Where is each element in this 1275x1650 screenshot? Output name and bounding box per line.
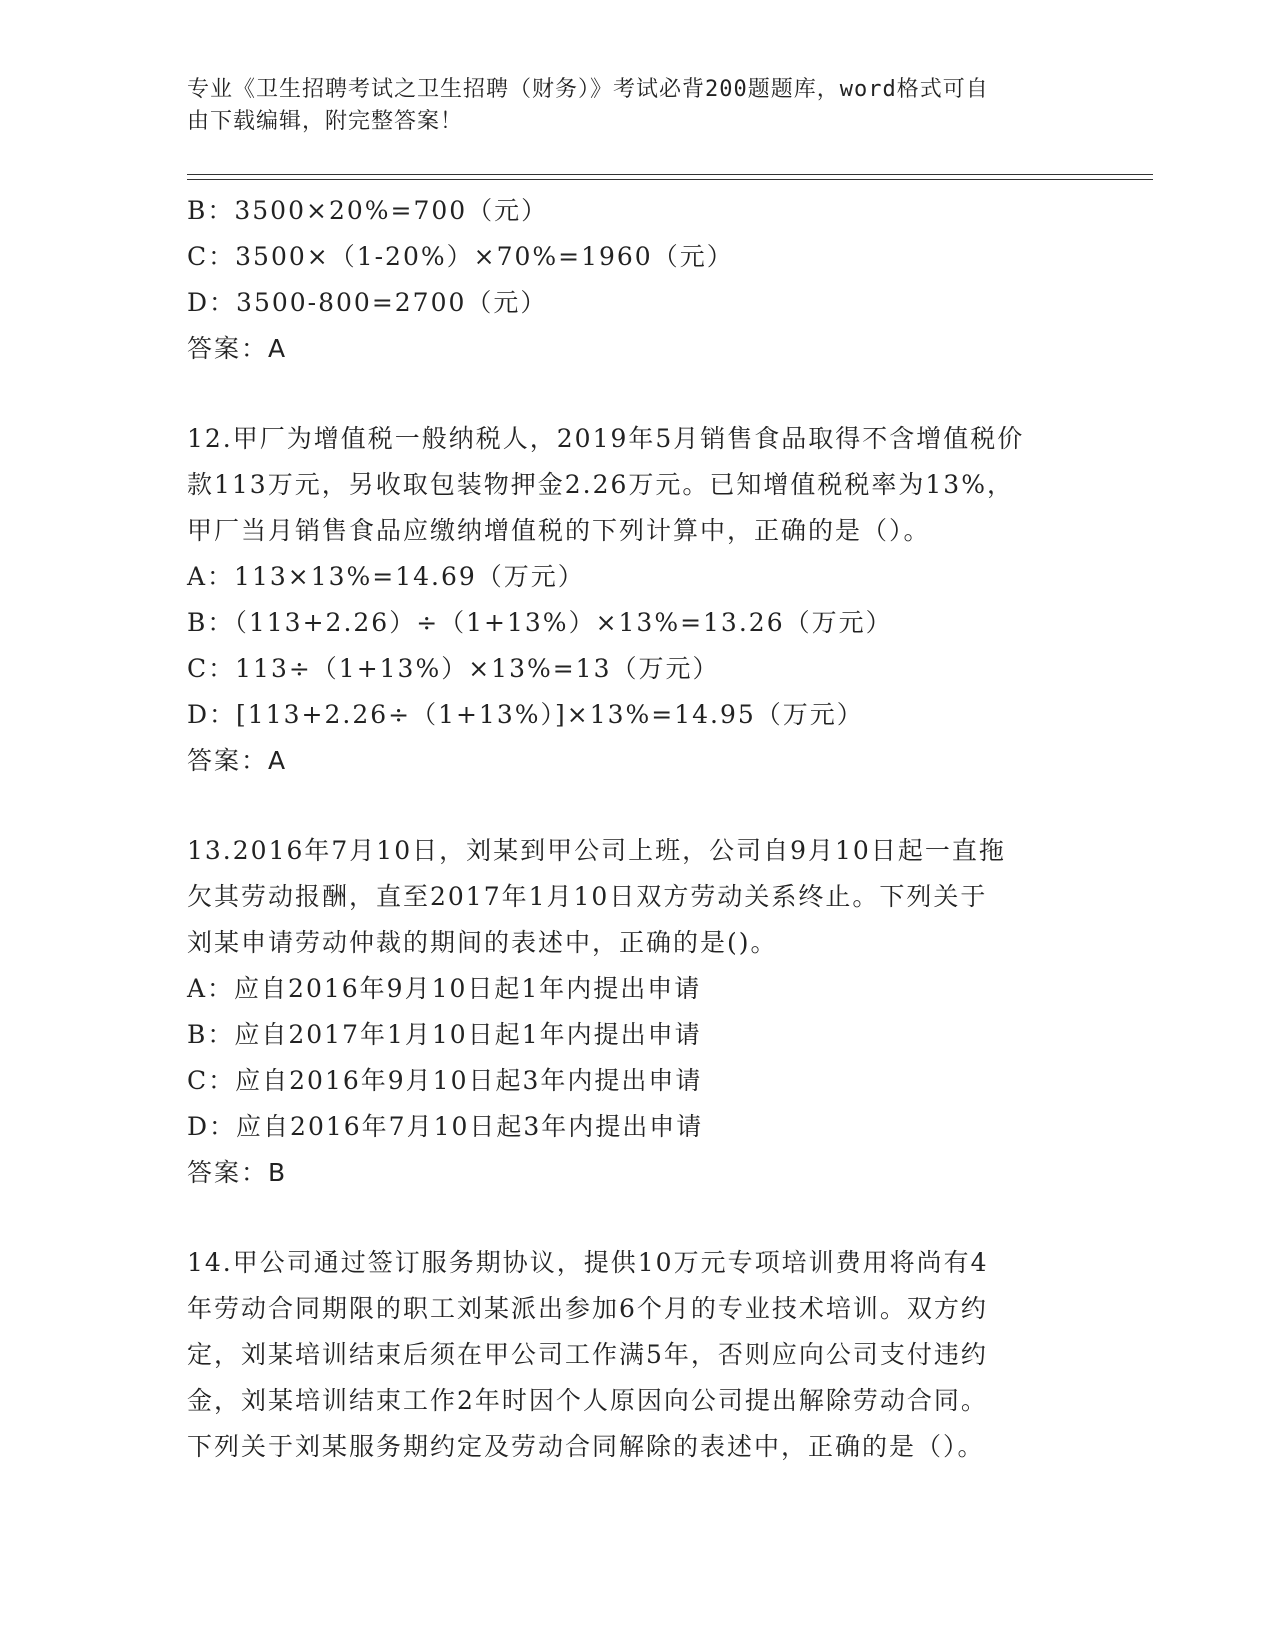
question-stem-line: 14.甲公司通过签订服务期协议，提供10万元专项培训费用将尚有4 bbox=[187, 1248, 989, 1277]
option-a: A：113×13%=14.69（万元） bbox=[187, 562, 585, 591]
answer: 答案：A bbox=[187, 334, 288, 363]
question-11-tail bbox=[187, 188, 1127, 372]
spacer bbox=[187, 784, 1127, 828]
question-stem-line: 刘某申请劳动仲裁的期间的表述中，正确的是()。 bbox=[187, 928, 778, 957]
question-stem-line: 13.2016年7月10日，刘某到甲公司上班，公司自9月10日起一直拖 bbox=[187, 836, 1006, 865]
spacer bbox=[187, 1196, 1127, 1240]
question-12 bbox=[187, 416, 1127, 784]
document-header bbox=[187, 74, 1087, 138]
option-b: B：3500×20%=700（元） bbox=[187, 196, 549, 225]
document-body bbox=[187, 188, 1127, 1470]
option-d: D：[113+2.26÷（1+13%）]×13%=14.95（万元） bbox=[187, 700, 864, 729]
option-a: A：应自2016年9月10日起1年内提出申请 bbox=[187, 974, 702, 1003]
option-c: C：113÷（1+13%）×13%=13（万元） bbox=[187, 654, 720, 683]
header-line-2: 由下载编辑，附完整答案！ bbox=[187, 109, 464, 134]
question-stem-line: 12.甲厂为增值税一般纳税人，2019年5月销售食品取得不含增值税价 bbox=[187, 424, 1025, 453]
option-d: D：应自2016年7月10日起3年内提出申请 bbox=[187, 1112, 704, 1141]
header-rule-top bbox=[187, 174, 1153, 175]
question-stem-line: 款113万元，另收取包装物押金2.26万元。已知增值税税率为13%， bbox=[187, 470, 1014, 499]
header-line-1: 专业《卫生招聘考试之卫生招聘（财务）》考试必背200题题库，word格式可自 bbox=[187, 77, 989, 102]
option-b: B：（113+2.26）÷（1+13%）×13%=13.26（万元） bbox=[187, 608, 893, 637]
question-stem-line: 定，刘某培训结束后须在甲公司工作满5年，否则应向公司支付违约 bbox=[187, 1340, 988, 1369]
question-stem-line: 欠其劳动报酬，直至2017年1月10日双方劳动关系终止。下列关于 bbox=[187, 882, 988, 911]
option-d: D：3500-800=2700（元） bbox=[187, 288, 548, 317]
option-b: B：应自2017年1月10日起1年内提出申请 bbox=[187, 1020, 702, 1049]
header-rule-bottom bbox=[187, 179, 1153, 180]
spacer bbox=[187, 372, 1127, 416]
answer: 答案：B bbox=[187, 1158, 288, 1187]
question-stem-line: 年劳动合同期限的职工刘某派出参加6个月的专业技术培训。双方约 bbox=[187, 1294, 988, 1323]
question-13 bbox=[187, 828, 1127, 1196]
option-c: C：3500×（1-20%）×70%=1960（元） bbox=[187, 242, 734, 271]
question-stem-line: 下列关于刘某服务期约定及劳动合同解除的表述中，正确的是（）。 bbox=[187, 1432, 985, 1461]
question-stem-line: 金，刘某培训结束工作2年时因个人原因向公司提出解除劳动合同。 bbox=[187, 1386, 988, 1415]
option-c: C：应自2016年9月10日起3年内提出申请 bbox=[187, 1066, 703, 1095]
question-stem-line: 甲厂当月销售食品应缴纳增值税的下列计算中，正确的是（）。 bbox=[187, 516, 931, 545]
question-14 bbox=[187, 1240, 1127, 1470]
answer: 答案：A bbox=[187, 746, 288, 775]
